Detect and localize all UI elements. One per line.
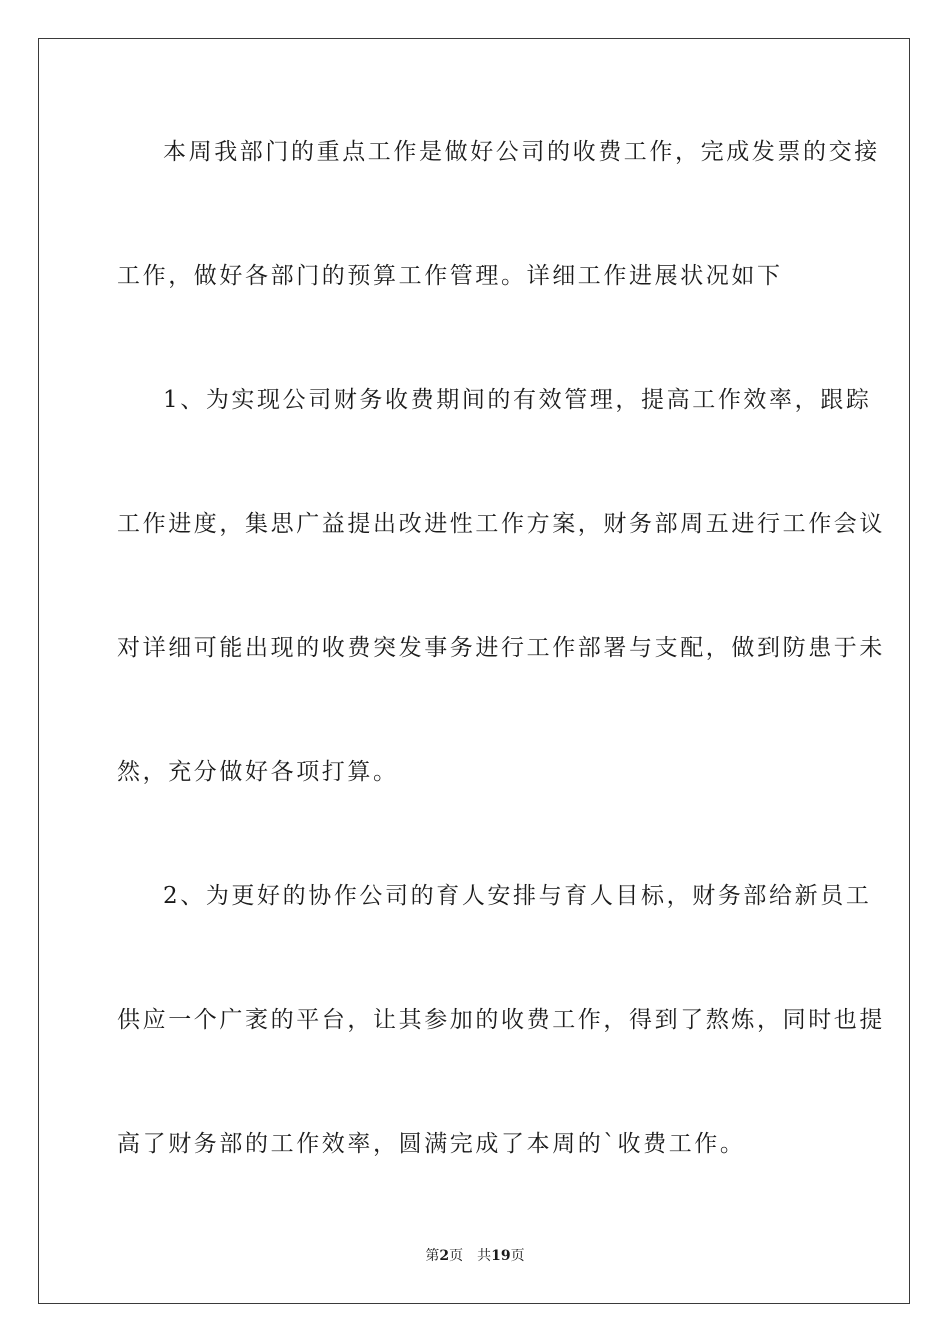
paragraph-2-line-2: 工作进度，集思广益提出改进性工作方案，财务部周五进行工作会议 <box>117 511 885 537</box>
paragraph-1-line-1: 本周我部门的重点工作是做好公司的收费工作，完成发票的交接 <box>163 139 880 165</box>
page-footer <box>0 1247 950 1265</box>
paragraph-2-line-1: 1、为实现公司财务收费期间的有效管理，提高工作效率，跟踪 <box>163 387 872 413</box>
paragraph-3-line-1: 2、为更好的协作公司的育人安排与育人目标，财务部给新员工 <box>163 883 872 909</box>
footer-total-pages: 19 <box>491 1248 511 1264</box>
footer-page-number: 2 <box>439 1248 450 1264</box>
paragraph-2-line-3: 对详细可能出现的收费突发事务进行工作部署与支配，做到防患于未 <box>117 635 885 661</box>
page-border <box>38 38 910 1304</box>
footer-total-prefix: 共 <box>477 1248 492 1264</box>
paragraph-3-line-3: 高了财务部的工作效率，圆满完成了本周的`收费工作。 <box>117 1131 746 1157</box>
footer-total-suffix: 页 <box>510 1248 525 1264</box>
footer-page-prefix: 第 <box>425 1248 440 1264</box>
paragraph-3-line-2: 供应一个广袤的平台，让其参加的收费工作，得到了熬炼，同时也提 <box>117 1007 885 1033</box>
paragraph-1-line-2: 工作，做好各部门的预算工作管理。详细工作进展状况如下 <box>117 263 783 289</box>
footer-page-suffix: 页 <box>449 1248 464 1264</box>
paragraph-2-line-4: 然，充分做好各项打算。 <box>117 759 399 785</box>
